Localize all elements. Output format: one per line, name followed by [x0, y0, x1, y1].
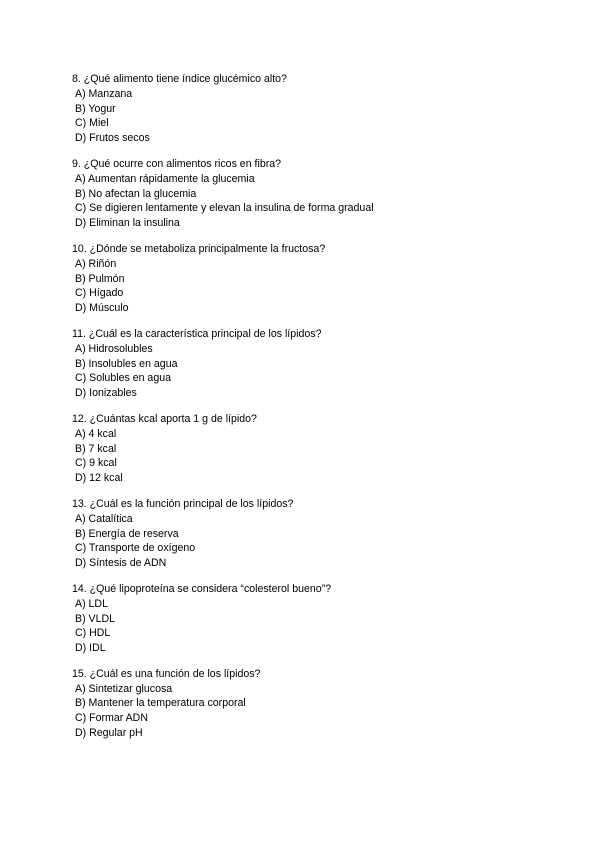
option-list	[72, 597, 542, 656]
option-list	[72, 342, 542, 401]
question-text: 8. ¿Qué alimento tiene índice glucémico alto?	[72, 73, 287, 85]
question-text: 10. ¿Dónde se metaboliza principalmente la fructosa?	[72, 242, 326, 255]
option-list	[72, 257, 542, 316]
option-list	[72, 427, 542, 486]
option-a: A) Aumentan rápidamente la glucemia	[75, 172, 255, 185]
option-b: B) No afectan la glucemia	[75, 187, 197, 200]
option-d: D) Síntesis de ADN	[75, 557, 167, 570]
question-text: 14. ¿Qué lipoproteína se considera “colesterol bueno”?	[72, 582, 332, 595]
option-d: D) Ionizables	[75, 387, 137, 400]
option-c: C) Formar ADN	[75, 712, 148, 725]
option-d: D) Regular pH	[75, 727, 143, 740]
option-a: A) LDL	[75, 597, 108, 610]
question-9	[72, 157, 542, 231]
question-text: 9. ¿Qué ocurre con alimentos ricos en fibra?	[72, 157, 282, 170]
question-10	[72, 242, 542, 316]
question-text: 12. ¿Cuántas kcal aporta 1 g de lípido?	[72, 412, 257, 425]
option-d: D) IDL	[75, 642, 106, 655]
option-b: B) Yogur	[75, 102, 116, 115]
option-d: D) Frutos secos	[75, 132, 150, 145]
option-c: C) Miel	[75, 117, 109, 130]
question-13	[72, 497, 542, 571]
question-list	[72, 72, 542, 752]
option-b: B) 7 kcal	[75, 442, 117, 455]
option-list	[72, 87, 542, 146]
question-text: 13. ¿Cuál es la función principal de los lípidos?	[72, 497, 294, 510]
question-12	[72, 412, 542, 486]
option-d: D) 12 kcal	[75, 472, 123, 485]
option-c: C) 9 kcal	[75, 457, 117, 470]
question-text: 15. ¿Cuál es una función de los lípidos?	[72, 667, 261, 680]
option-list	[72, 682, 542, 741]
option-a: A) Hidrosolubles	[75, 342, 153, 355]
option-a: A) Sintetizar glucosa	[75, 682, 173, 695]
option-b: B) Energía de reserva	[75, 527, 179, 540]
question-11	[72, 327, 542, 401]
option-a: A) Manzana	[75, 87, 133, 100]
option-a: A) Riñón	[75, 257, 117, 270]
option-d: D) Eliminan la insulina	[75, 217, 180, 230]
question-15	[72, 667, 542, 741]
question-text: 11. ¿Cuál es la característica principal de los lípidos?	[72, 327, 322, 340]
option-b: B) Mantener la temperatura corporal	[75, 697, 246, 710]
option-c: C) Hígado	[75, 287, 124, 300]
option-b: B) Insolubles en agua	[75, 357, 178, 370]
option-b: B) Pulmón	[75, 272, 125, 285]
question-14	[72, 582, 542, 656]
option-c: C) Transporte de oxígeno	[75, 542, 196, 555]
option-c: C) HDL	[75, 627, 111, 640]
option-list	[72, 512, 542, 571]
option-a: A) 4 kcal	[75, 427, 117, 440]
option-d: D) Músculo	[75, 302, 129, 315]
option-c: C) Se digieren lentamente y elevan la insulina de forma gradual	[75, 202, 374, 215]
option-c: C) Solubles en agua	[75, 372, 171, 385]
option-list	[72, 172, 542, 231]
option-a: A) Catalítica	[75, 512, 133, 525]
option-b: B) VLDL	[75, 612, 116, 625]
question-8	[72, 72, 542, 146]
